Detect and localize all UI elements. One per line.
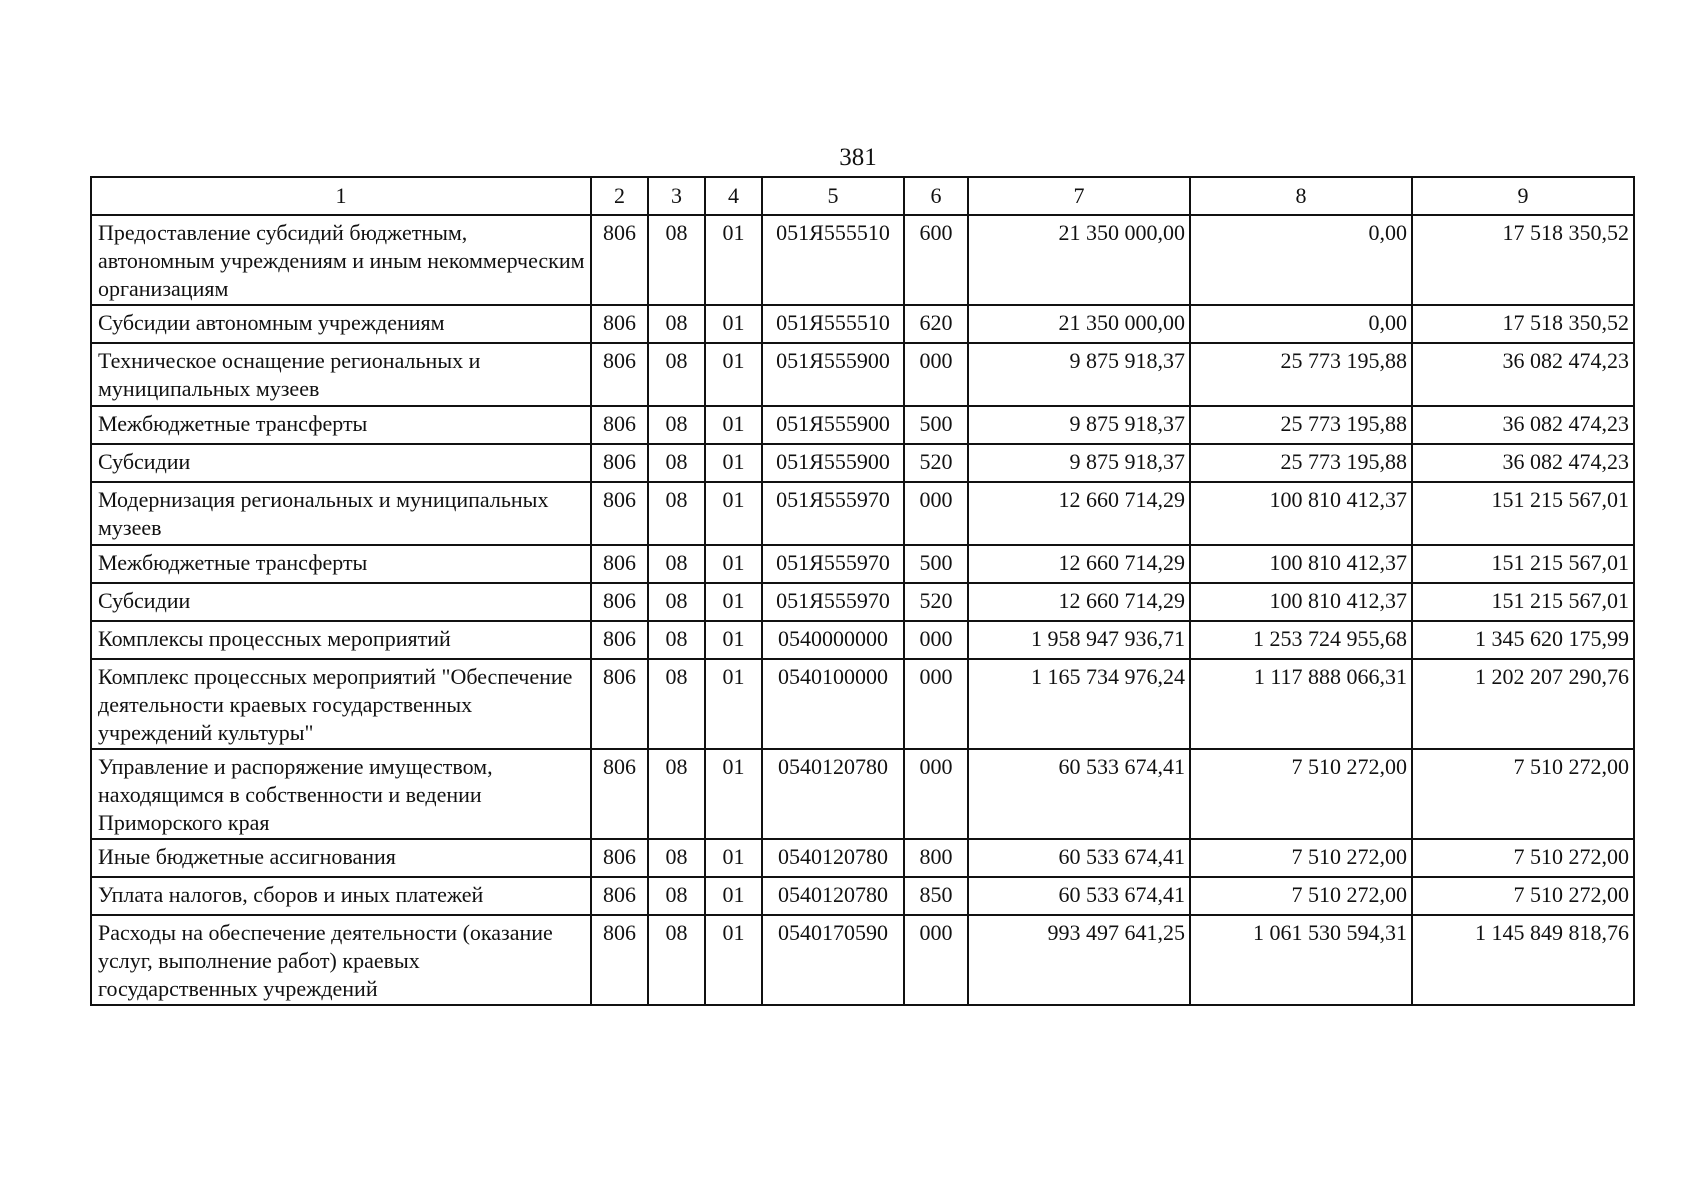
row-name: Иные бюджетные ассигнования <box>91 839 591 877</box>
code-ministry: 806 <box>591 545 648 583</box>
column-header: 3 <box>648 177 705 215</box>
column-header: 9 <box>1412 177 1634 215</box>
code-expense-type: 520 <box>904 583 968 621</box>
code-subsection: 01 <box>705 749 762 839</box>
code-ministry: 806 <box>591 305 648 343</box>
table-row <box>91 444 1634 482</box>
amount-col8: 1 253 724 955,68 <box>1190 621 1412 659</box>
code-target-article: 051Я555510 <box>762 215 904 305</box>
table-row <box>91 915 1634 1005</box>
amount-col9: 17 518 350,52 <box>1412 305 1634 343</box>
amount-col8: 25 773 195,88 <box>1190 444 1412 482</box>
row-name: Комплексы процессных мероприятий <box>91 621 591 659</box>
column-header: 7 <box>968 177 1190 215</box>
amount-col7: 12 660 714,29 <box>968 482 1190 545</box>
code-ministry: 806 <box>591 406 648 444</box>
row-name: Модернизация региональных и муниципальных музеев <box>91 482 591 545</box>
table-row <box>91 659 1634 749</box>
amount-col7: 12 660 714,29 <box>968 583 1190 621</box>
table-row <box>91 877 1634 915</box>
row-name: Межбюджетные трансферты <box>91 545 591 583</box>
code-expense-type: 000 <box>904 749 968 839</box>
code-expense-type: 520 <box>904 444 968 482</box>
amount-col9: 151 215 567,01 <box>1412 545 1634 583</box>
code-subsection: 01 <box>705 406 762 444</box>
code-expense-type: 000 <box>904 482 968 545</box>
code-section: 08 <box>648 444 705 482</box>
amount-col7: 9 875 918,37 <box>968 444 1190 482</box>
code-target-article: 051Я555900 <box>762 444 904 482</box>
code-subsection: 01 <box>705 583 762 621</box>
code-subsection: 01 <box>705 305 762 343</box>
code-target-article: 051Я555900 <box>762 343 904 406</box>
code-section: 08 <box>648 915 705 1005</box>
table-row <box>91 305 1634 343</box>
code-target-article: 0540100000 <box>762 659 904 749</box>
code-section: 08 <box>648 343 705 406</box>
amount-col8: 7 510 272,00 <box>1190 877 1412 915</box>
amount-col9: 36 082 474,23 <box>1412 406 1634 444</box>
code-target-article: 051Я555970 <box>762 583 904 621</box>
column-header: 4 <box>705 177 762 215</box>
code-expense-type: 620 <box>904 305 968 343</box>
row-name: Управление и распоряжение имуществом, находящимся в собственности и ведении Приморского края <box>91 749 591 839</box>
amount-col8: 25 773 195,88 <box>1190 406 1412 444</box>
amount-col9: 36 082 474,23 <box>1412 343 1634 406</box>
amount-col9: 1 145 849 818,76 <box>1412 915 1634 1005</box>
amount-col7: 993 497 641,25 <box>968 915 1190 1005</box>
budget-table <box>90 176 1635 1006</box>
code-expense-type: 600 <box>904 215 968 305</box>
table-row <box>91 545 1634 583</box>
code-expense-type: 500 <box>904 406 968 444</box>
amount-col9: 7 510 272,00 <box>1412 839 1634 877</box>
row-name: Комплекс процессных мероприятий "Обеспечение деятельности краевых государственных учреждений культуры" <box>91 659 591 749</box>
code-ministry: 806 <box>591 583 648 621</box>
code-target-article: 051Я555970 <box>762 482 904 545</box>
code-section: 08 <box>648 305 705 343</box>
column-header: 1 <box>91 177 591 215</box>
code-expense-type: 000 <box>904 621 968 659</box>
code-target-article: 051Я555900 <box>762 406 904 444</box>
column-header: 6 <box>904 177 968 215</box>
amount-col9: 151 215 567,01 <box>1412 583 1634 621</box>
table-row <box>91 621 1634 659</box>
code-section: 08 <box>648 839 705 877</box>
code-expense-type: 500 <box>904 545 968 583</box>
code-ministry: 806 <box>591 215 648 305</box>
code-ministry: 806 <box>591 621 648 659</box>
amount-col8: 0,00 <box>1190 215 1412 305</box>
code-expense-type: 000 <box>904 659 968 749</box>
amount-col9: 151 215 567,01 <box>1412 482 1634 545</box>
code-target-article: 0540170590 <box>762 915 904 1005</box>
row-name: Предоставление субсидий бюджетным, автономным учреждениям и иным некоммерческим организациям <box>91 215 591 305</box>
code-section: 08 <box>648 659 705 749</box>
code-ministry: 806 <box>591 839 648 877</box>
amount-col7: 21 350 000,00 <box>968 215 1190 305</box>
table-row <box>91 482 1634 545</box>
column-number-row <box>91 177 1634 215</box>
table-row <box>91 215 1634 305</box>
amount-col9: 7 510 272,00 <box>1412 877 1634 915</box>
code-ministry: 806 <box>591 343 648 406</box>
code-section: 08 <box>648 583 705 621</box>
amount-col7: 9 875 918,37 <box>968 343 1190 406</box>
amount-col8: 7 510 272,00 <box>1190 839 1412 877</box>
code-target-article: 0540120780 <box>762 749 904 839</box>
code-ministry: 806 <box>591 749 648 839</box>
amount-col9: 1 202 207 290,76 <box>1412 659 1634 749</box>
code-expense-type: 000 <box>904 343 968 406</box>
code-ministry: 806 <box>591 915 648 1005</box>
row-name: Расходы на обеспечение деятельности (оказание услуг, выполнение работ) краевых государственных учреждений <box>91 915 591 1005</box>
code-section: 08 <box>648 545 705 583</box>
amount-col8: 7 510 272,00 <box>1190 749 1412 839</box>
code-target-article: 0540000000 <box>762 621 904 659</box>
code-subsection: 01 <box>705 482 762 545</box>
code-section: 08 <box>648 749 705 839</box>
amount-col7: 1 958 947 936,71 <box>968 621 1190 659</box>
code-ministry: 806 <box>591 877 648 915</box>
amount-col8: 25 773 195,88 <box>1190 343 1412 406</box>
amount-col7: 1 165 734 976,24 <box>968 659 1190 749</box>
code-section: 08 <box>648 215 705 305</box>
table-row <box>91 839 1634 877</box>
table-row <box>91 343 1634 406</box>
amount-col9: 1 345 620 175,99 <box>1412 621 1634 659</box>
amount-col7: 60 533 674,41 <box>968 877 1190 915</box>
row-name: Субсидии <box>91 444 591 482</box>
code-subsection: 01 <box>705 877 762 915</box>
column-header: 5 <box>762 177 904 215</box>
code-target-article: 051Я555510 <box>762 305 904 343</box>
row-name: Субсидии <box>91 583 591 621</box>
code-expense-type: 850 <box>904 877 968 915</box>
code-subsection: 01 <box>705 915 762 1005</box>
amount-col8: 1 117 888 066,31 <box>1190 659 1412 749</box>
row-name: Уплата налогов, сборов и иных платежей <box>91 877 591 915</box>
code-expense-type: 000 <box>904 915 968 1005</box>
code-section: 08 <box>648 482 705 545</box>
code-ministry: 806 <box>591 659 648 749</box>
code-target-article: 051Я555970 <box>762 545 904 583</box>
amount-col8: 1 061 530 594,31 <box>1190 915 1412 1005</box>
code-subsection: 01 <box>705 343 762 406</box>
code-subsection: 01 <box>705 621 762 659</box>
table-row <box>91 583 1634 621</box>
code-subsection: 01 <box>705 545 762 583</box>
table-row <box>91 749 1634 839</box>
code-expense-type: 800 <box>904 839 968 877</box>
row-name: Межбюджетные трансферты <box>91 406 591 444</box>
amount-col9: 7 510 272,00 <box>1412 749 1634 839</box>
amount-col8: 100 810 412,37 <box>1190 482 1412 545</box>
amount-col7: 21 350 000,00 <box>968 305 1190 343</box>
code-section: 08 <box>648 621 705 659</box>
code-section: 08 <box>648 406 705 444</box>
amount-col7: 9 875 918,37 <box>968 406 1190 444</box>
amount-col7: 60 533 674,41 <box>968 749 1190 839</box>
code-subsection: 01 <box>705 444 762 482</box>
code-subsection: 01 <box>705 839 762 877</box>
amount-col8: 100 810 412,37 <box>1190 583 1412 621</box>
amount-col7: 60 533 674,41 <box>968 839 1190 877</box>
row-name: Субсидии автономным учреждениям <box>91 305 591 343</box>
amount-col8: 100 810 412,37 <box>1190 545 1412 583</box>
code-ministry: 806 <box>591 482 648 545</box>
code-ministry: 806 <box>591 444 648 482</box>
code-target-article: 0540120780 <box>762 839 904 877</box>
amount-col9: 36 082 474,23 <box>1412 444 1634 482</box>
amount-col7: 12 660 714,29 <box>968 545 1190 583</box>
row-name: Техническое оснащение региональных и муниципальных музеев <box>91 343 591 406</box>
column-header: 8 <box>1190 177 1412 215</box>
code-section: 08 <box>648 877 705 915</box>
amount-col9: 17 518 350,52 <box>1412 215 1634 305</box>
code-subsection: 01 <box>705 659 762 749</box>
table-row <box>91 406 1634 444</box>
code-subsection: 01 <box>705 215 762 305</box>
amount-col8: 0,00 <box>1190 305 1412 343</box>
page-number: 381 <box>839 144 877 171</box>
code-target-article: 0540120780 <box>762 877 904 915</box>
column-header: 2 <box>591 177 648 215</box>
